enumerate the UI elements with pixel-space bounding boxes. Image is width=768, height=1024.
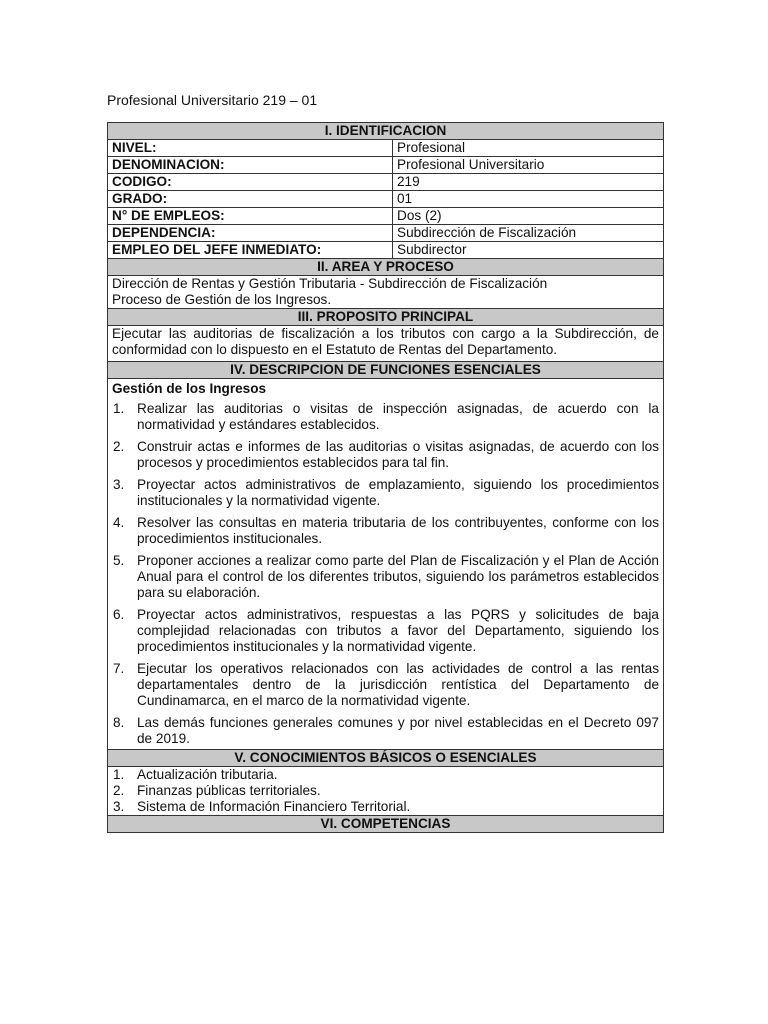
item-number: 4. [113, 515, 125, 530]
field-label: N° DE EMPLEOS: [108, 208, 393, 225]
field-value: 219 [393, 174, 664, 191]
field-value: Profesional Universitario [393, 157, 664, 174]
list-item [112, 715, 659, 747]
field-label: GRADO: [108, 191, 393, 208]
area-line: Dirección de Rentas y Gestión Tributaria - Subdirección de Fiscalización [112, 276, 548, 291]
field-row-grado [108, 191, 664, 208]
section-header: V. CONOCIMIENTOS BÁSICOS O ESENCIALES [108, 750, 664, 767]
list-item [112, 401, 659, 433]
list-item [112, 439, 659, 471]
field-value: Subdirección de Fiscalización [393, 225, 664, 242]
field-label: CODIGO: [108, 174, 393, 191]
conocimientos-list [112, 767, 659, 815]
list-item [112, 553, 659, 601]
section-header: VI. COMPETENCIAS [108, 816, 664, 833]
field-row-empleos [108, 208, 664, 225]
item-number: 2. [113, 783, 125, 798]
item-number: 3. [113, 799, 125, 814]
field-row-nivel [108, 140, 664, 157]
item-text: Las demás funciones generales comunes y por nivel establecidas en el Decreto 097 de 2019. [137, 715, 659, 746]
conocimientos-row [108, 767, 664, 816]
section-identificacion-header [108, 123, 664, 140]
item-number: 1. [113, 401, 125, 416]
conocimientos-cell [108, 767, 664, 816]
item-number: 7. [113, 661, 125, 676]
item-number: 6. [113, 607, 125, 622]
item-text: Proponer acciones a realizar como parte del Plan de Fiscalización y el Plan de Acción Anual para el control de los diferentes tributos, siguiendo los parámetros establecidos para su elaboración. [137, 553, 659, 600]
item-text: Finanzas públicas territoriales. [137, 783, 321, 798]
item-text: Realizar las auditorias o visitas de inspección asignadas, de acuerdo con la normatividad y estándares establecidos. [137, 401, 659, 432]
field-label: DEPENDENCIA: [108, 225, 393, 242]
funciones-row [108, 379, 664, 750]
field-label: NIVEL: [108, 140, 393, 157]
funciones-subheader: Gestión de los Ingresos [112, 381, 267, 396]
field-label: EMPLEO DEL JEFE INMEDIATO: [108, 242, 393, 259]
section-proposito-header [108, 309, 664, 326]
list-item [112, 799, 659, 815]
list-item [112, 767, 659, 783]
item-number: 1. [113, 767, 125, 782]
funciones-cell [108, 379, 664, 750]
item-text: Ejecutar los operativos relacionados con las actividades de control a las rentas departamentales dentro de la jurisdicción rentística del Departamento de Cundinamarca, en el marco de la normatividad vigente. [137, 661, 659, 708]
area-cell [108, 276, 664, 309]
item-text: Sistema de Información Financiero Territorial. [137, 799, 411, 814]
item-number: 3. [113, 477, 125, 492]
list-item [112, 783, 659, 799]
proposito-text: Ejecutar las auditorias de fiscalización a los tributos con cargo a la Subdirección, de conformidad con lo dispuesto en el Estatuto de Rentas del Departamento. [108, 326, 664, 362]
job-profile-table [107, 122, 664, 833]
field-value: Dos (2) [393, 208, 664, 225]
list-item [112, 477, 659, 509]
section-header: IV. DESCRIPCION DE FUNCIONES ESENCIALES [108, 362, 664, 379]
document-title: Profesional Universitario 219 – 01 [107, 92, 318, 108]
item-text: Resolver las consultas en materia tributaria de los contribuyentes, conforme con los procedimientos institucionales. [137, 515, 659, 546]
list-item [112, 515, 659, 547]
field-value: 01 [393, 191, 664, 208]
list-item [112, 661, 659, 709]
section-header: III. PROPOSITO PRINCIPAL [108, 309, 664, 326]
field-value: Subdirector [393, 242, 664, 259]
item-text: Proyectar actos administrativos de emplazamiento, siguiendo los procedimientos institucionales y la normatividad vigente. [137, 477, 659, 508]
section-header: I. IDENTIFICACION [108, 123, 664, 140]
item-number: 5. [113, 553, 125, 568]
section-header: II. AREA Y PROCESO [108, 259, 664, 276]
item-text: Actualización tributaria. [137, 767, 278, 782]
funciones-list [112, 401, 659, 747]
process-line: Proceso de Gestión de los Ingresos. [112, 292, 332, 307]
proposito-row [108, 326, 664, 362]
item-text: Construir actas e informes de las auditorias o visitas asignadas, de acuerdo con los procesos y procedimientos establecidos para tal fin. [137, 439, 659, 470]
field-row-jefe [108, 242, 664, 259]
section-competencias-header [108, 816, 664, 833]
item-number: 8. [113, 715, 125, 730]
item-number: 2. [113, 439, 125, 454]
item-text: Proyectar actos administrativos, respuestas a las PQRS y solicitudes de baja complejidad relacionadas con tributos a favor del Departamento, siguiendo los procedimientos institucionales y la normatividad vigente. [137, 607, 659, 654]
field-label: DENOMINACION: [108, 157, 393, 174]
section-conocimientos-header [108, 750, 664, 767]
section-funciones-header [108, 362, 664, 379]
section-area-header [108, 259, 664, 276]
area-row [108, 276, 664, 309]
field-row-codigo [108, 174, 664, 191]
list-item [112, 607, 659, 655]
field-row-denominacion [108, 157, 664, 174]
field-value: Profesional [393, 140, 664, 157]
field-row-dependencia [108, 225, 664, 242]
